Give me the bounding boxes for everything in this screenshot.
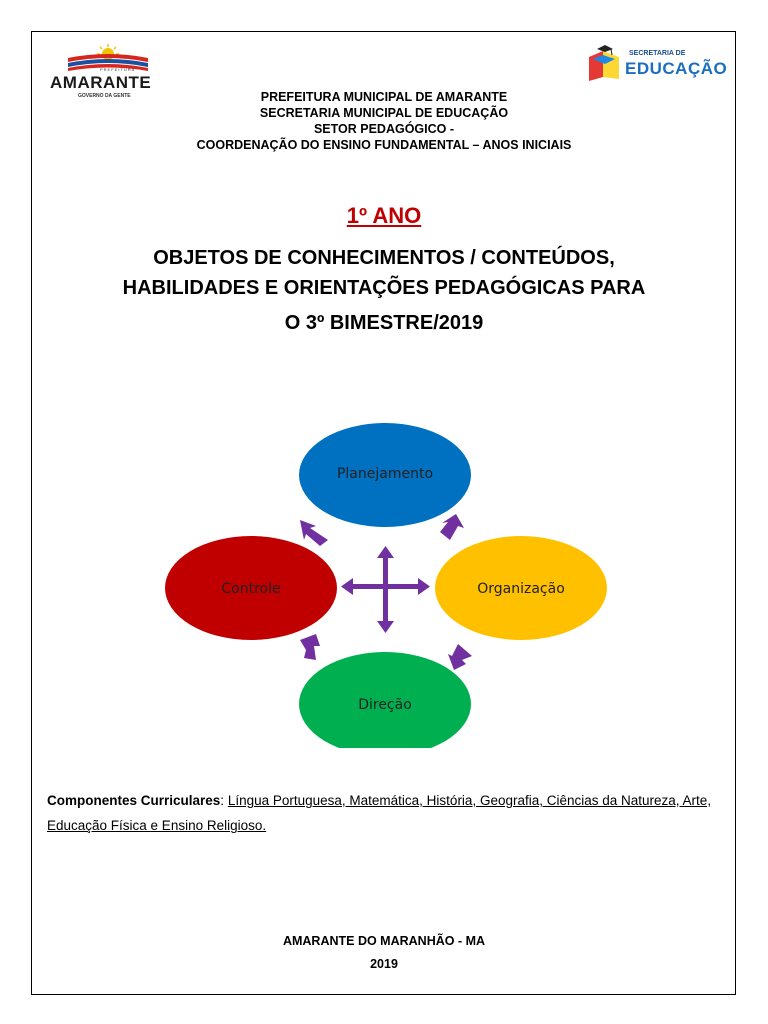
node-label-planejamento: Planejamento xyxy=(336,466,434,482)
main-title-line-1: OBJETOS DE CONHECIMENTOS / CONTEÚDOS, xyxy=(153,247,615,269)
logo-prefeitura-text: PREFEITURA xyxy=(100,67,136,72)
curricular-components xyxy=(47,788,727,838)
cycle-arrow-icon xyxy=(300,520,328,546)
cycle-arrow-icon xyxy=(440,514,464,540)
footer-city: AMARANTE DO MARANHÃO - MA xyxy=(282,934,486,948)
document-header xyxy=(0,89,768,153)
logo-amarante-text: AMARANTE xyxy=(50,73,152,92)
grade-title-text: 1º ANO xyxy=(346,203,422,228)
main-title-line-2: HABILIDADES E ORIENTAÇÕES PEDAGÓGICAS PARA xyxy=(122,277,646,299)
components-colon: : xyxy=(220,793,228,808)
cycle-arrow-icon xyxy=(300,634,320,660)
main-title xyxy=(0,243,768,338)
footer-year: 2019 xyxy=(370,957,398,971)
cycle-arrow-icon xyxy=(448,644,472,670)
secretaria-educacao-logo xyxy=(585,43,728,85)
main-title-line-3: O 3º BIMESTRE/2019 xyxy=(284,312,484,334)
header-line-2: SECRETARIA MUNICIPAL DE EDUCAÇÃO xyxy=(259,106,509,120)
header-line-1: PREFEITURA MUNICIPAL DE AMARANTE xyxy=(260,90,508,104)
logo-educacao-text: EDUCAÇÃO xyxy=(625,59,728,78)
logo-tagline: GOVERNO DA GENTE xyxy=(78,93,131,99)
header-line-4: COORDENAÇÃO DO ENSINO FUNDAMENTAL – ANOS INICIAIS xyxy=(196,138,572,152)
four-way-arrow-icon xyxy=(341,546,430,633)
header-line-3: SETOR PEDAGÓGICO - xyxy=(313,122,455,136)
grade-title xyxy=(0,203,768,229)
node-label-controle: Controle xyxy=(221,581,281,597)
management-cycle-diagram xyxy=(160,418,610,748)
components-label: Componentes Curriculares xyxy=(47,793,221,808)
book-cube-icon xyxy=(585,43,625,83)
node-label-organizacao: Organização xyxy=(477,581,565,597)
node-label-direcao: Direção xyxy=(358,697,412,713)
components-list: Língua Portuguesa, Matemática, História, Geografia, Ciências da Natureza, Arte, Educação Física e Ensino Religioso. xyxy=(47,793,712,833)
logo-secretaria-text: SECRETARIA DE xyxy=(629,50,686,57)
